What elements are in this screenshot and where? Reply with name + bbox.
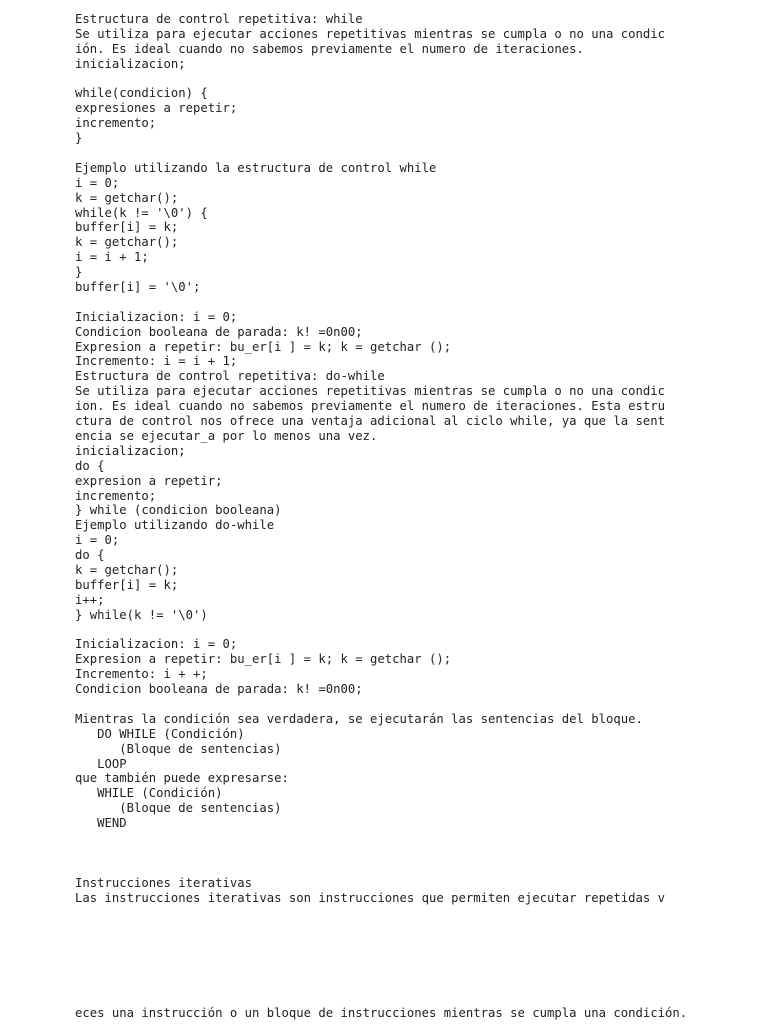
text-line: WHILE (Condición) <box>75 786 223 801</box>
text-line: DO WHILE (Condición) <box>75 726 245 741</box>
text-line <box>75 861 665 876</box>
text-line: do { <box>75 458 105 473</box>
text-line: Instrucciones iterativas <box>75 875 253 890</box>
text-line: Inicializacion: i = 0; <box>75 637 238 652</box>
text-line: k = getchar(); <box>75 235 179 250</box>
text-line: ión. Es ideal cuando no sabemos previamente el numero de iteraciones. <box>75 41 584 56</box>
text-line: } while (condicion booleana) <box>75 503 282 518</box>
text-line: do { <box>75 548 105 563</box>
text-line: i = 0; <box>75 533 120 548</box>
text-line: ctura de control nos ofrece una ventaja adicional al ciclo while, ya que la sent <box>75 414 666 429</box>
text-line: Ejemplo utilizando do-while <box>75 518 275 533</box>
text-line: expresion a repetir; <box>75 473 223 488</box>
text-line: expresiones a repetir; <box>75 101 238 116</box>
text-line: ion. Es ideal cuando no sabemos previamente el numero de iteraciones. Esta estru <box>75 399 666 414</box>
text-line: } <box>75 131 83 146</box>
text-line: buffer[i] = k; <box>75 220 179 235</box>
text-line: inicializacion; <box>75 56 186 71</box>
text-line: Incremento: i = i + 1; <box>75 354 238 369</box>
text-line: Se utiliza para ejecutar acciones repetitivas mientras se cumpla o no una condic <box>75 26 666 41</box>
text-line: Se utiliza para ejecutar acciones repetitivas mientras se cumpla o no una condic <box>75 384 666 399</box>
text-line: eces una instrucción o un bloque de instrucciones mientras se cumpla una condición. <box>75 1006 688 1020</box>
text-line: Estructura de control repetitiva: do-while <box>75 369 385 384</box>
text-line <box>75 72 665 87</box>
text-line: buffer[i] = '\0'; <box>75 280 201 295</box>
text-line <box>75 623 665 638</box>
text-line: incremento; <box>75 488 157 503</box>
text-line: encia se ejecutar_a por lo menos una vez. <box>75 428 378 443</box>
text-line: } while(k != '\0') <box>75 607 208 622</box>
text-line: } <box>75 265 83 280</box>
text-line <box>75 146 665 161</box>
text-line: Ejemplo utilizando la estructura de control while <box>75 160 437 175</box>
text-line: incremento; <box>75 116 157 131</box>
text-line: Las instrucciones iterativas son instrucciones que permiten ejecutar repetidas v <box>75 890 666 905</box>
document-body-text <box>75 12 665 905</box>
text-line <box>75 831 665 846</box>
text-line: inicializacion; <box>75 443 186 458</box>
text-line <box>75 295 665 310</box>
text-line: Incremento: i + +; <box>75 667 208 682</box>
text-line: Estructura de control repetitiva: while <box>75 12 363 26</box>
text-line: que también puede expresarse: <box>75 771 289 786</box>
text-line: Condicion booleana de parada: k! =0n00; <box>75 324 363 339</box>
document-continuation-text <box>75 1006 687 1021</box>
text-line: i++; <box>75 592 105 607</box>
text-line: i = i + 1; <box>75 250 149 265</box>
text-line: buffer[i] = k; <box>75 577 179 592</box>
text-line: while(k != '\0') { <box>75 205 208 220</box>
text-line: WEND <box>75 816 127 831</box>
text-line: k = getchar(); <box>75 562 179 577</box>
text-line <box>75 697 665 712</box>
text-line: (Bloque de sentencias) <box>75 741 282 756</box>
text-line: k = getchar(); <box>75 190 179 205</box>
text-line: Inicializacion: i = 0; <box>75 309 238 324</box>
text-line: LOOP <box>75 756 127 771</box>
text-line: i = 0; <box>75 175 120 190</box>
text-line: Expresion a repetir: bu_er[i ] = k; k = getchar (); <box>75 652 452 667</box>
text-line <box>75 846 665 861</box>
text-line: Expresion a repetir: bu_er[i ] = k; k = getchar (); <box>75 339 452 354</box>
text-line: while(condicion) { <box>75 86 208 101</box>
text-line: Mientras la condición sea verdadera, se ejecutarán las sentencias del bloque. <box>75 711 643 726</box>
text-line: (Bloque de sentencias) <box>75 801 282 816</box>
text-line: Condicion booleana de parada: k! =0n00; <box>75 682 363 697</box>
